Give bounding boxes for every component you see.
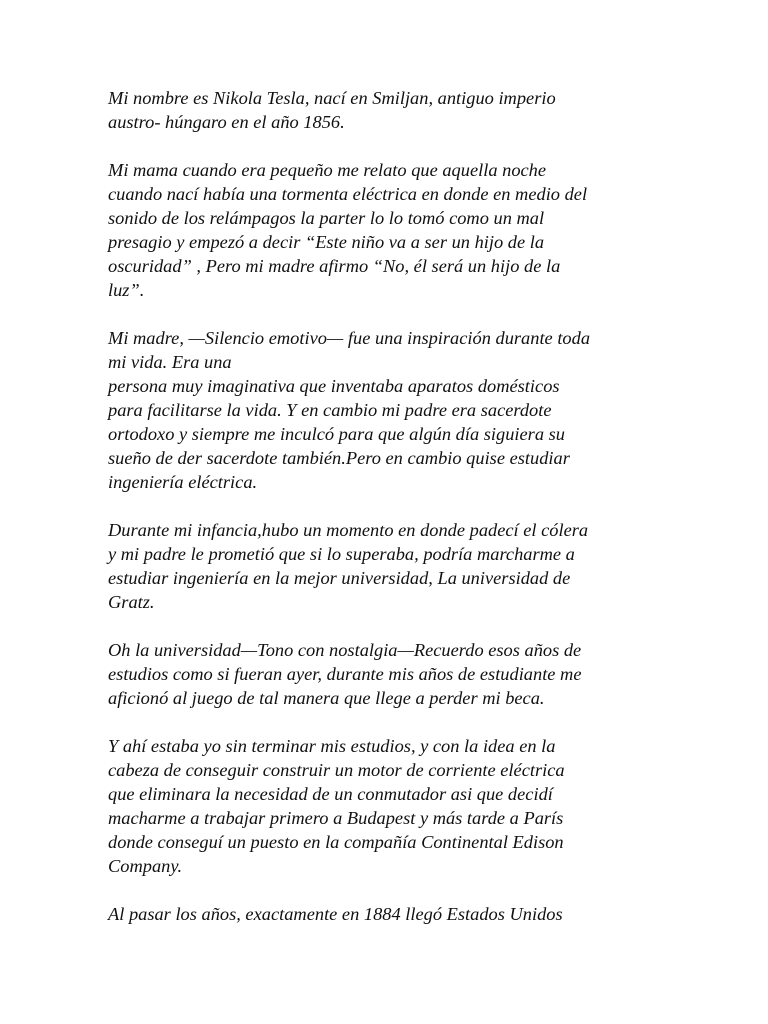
text-line: sonido de los relámpagos la parter lo lo tomó como un mal: [108, 208, 545, 228]
text-line: y mi padre le prometió que si lo superaba, podría marcharme a: [108, 544, 575, 564]
text-line: Oh la universidad—Tono con nostalgia—Recuerdo esos años de: [108, 640, 582, 660]
text-line: Mi nombre es Nikola Tesla, nací en Smiljan, antiguo imperio: [108, 88, 556, 108]
paragraph-1: [108, 86, 668, 134]
text-line: Y ahí estaba yo sin terminar mis estudios, y con la idea en la: [108, 736, 556, 756]
text-line: estudios como si fueran ayer, durante mis años de estudiante me: [108, 664, 582, 684]
paragraph-4: [108, 518, 668, 614]
document-page: [108, 86, 668, 950]
text-line: que eliminara la necesidad de un conmutador asi que decidí: [108, 784, 553, 804]
text-line: sueño de der sacerdote también.Pero en cambio quise estudiar: [108, 448, 570, 468]
text-line: cabeza de conseguir construir un motor de corriente eléctrica: [108, 760, 565, 780]
text-line: aficionó al juego de tal manera que llege a perder mi beca.: [108, 688, 545, 708]
text-line: presagio y empezó a decir “Este niño va a ser un hijo de la: [108, 232, 545, 252]
text-line: Mi madre, —Silencio emotivo— fue una inspiración durante toda: [108, 328, 591, 348]
text-line: donde conseguí un puesto en la compañía Continental Edison: [108, 832, 564, 852]
paragraph-3: [108, 326, 668, 494]
text-line: Gratz.: [108, 592, 155, 612]
text-line: luz”.: [108, 280, 145, 300]
paragraph-2: [108, 158, 668, 302]
paragraph-6: [108, 734, 668, 878]
paragraph-7: [108, 902, 668, 926]
text-line: persona muy imaginativa que inventaba aparatos domésticos: [108, 376, 560, 396]
text-line: macharme a trabajar primero a Budapest y más tarde a París: [108, 808, 564, 828]
text-line: austro- húngaro en el año 1856.: [108, 112, 345, 132]
text-line: Al pasar los años, exactamente en 1884 llegó Estados Unidos: [108, 904, 563, 924]
text-line: oscuridad” , Pero mi madre afirmo “No, él será un hijo de la: [108, 256, 561, 276]
text-line: Durante mi infancia,hubo un momento en donde padecí el cólera: [108, 520, 589, 540]
text-line: ingeniería eléctrica.: [108, 472, 258, 492]
text-line: ortodoxo y siempre me inculcó para que algún día siguiera su: [108, 424, 565, 444]
text-line: estudiar ingeniería en la mejor universidad, La universidad de: [108, 568, 571, 588]
text-line: cuando nací había una tormenta eléctrica en donde en medio del: [108, 184, 588, 204]
text-line: Company.: [108, 856, 183, 876]
text-line: para facilitarse la vida. Y en cambio mi padre era sacerdote: [108, 400, 552, 420]
text-line: mi vida. Era una: [108, 352, 232, 372]
text-line: Mi mama cuando era pequeño me relato que aquella noche: [108, 160, 547, 180]
paragraph-5: [108, 638, 668, 710]
